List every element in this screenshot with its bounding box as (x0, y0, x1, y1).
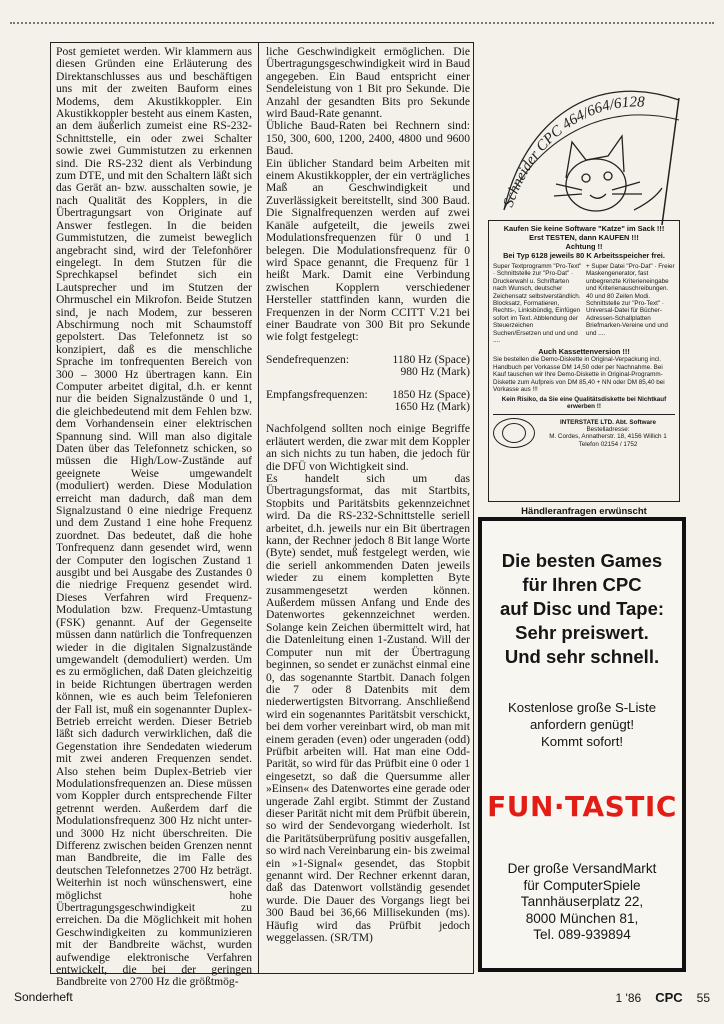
advert-line: Kaufen Sie keine Software "Katze" im Sack !!! (503, 224, 665, 233)
footer-pagination (616, 990, 710, 1005)
address-line: 8000 München 81, (525, 910, 639, 926)
receive-mark: 1650 Hz (Mark) (394, 399, 470, 413)
send-space: 1180 Hz (Space) (392, 352, 470, 366)
advert-line: Bei Typ 6128 jeweils 80 K Arbeitsspeicher frei. (503, 251, 665, 260)
page-number: 55 (696, 991, 710, 1005)
headline-line: für Ihren CPC (522, 574, 642, 595)
send-frequencies (266, 354, 470, 379)
offer-line: Kostenlose große S-Liste (507, 700, 657, 715)
issue-number: 1 '86 (615, 991, 642, 1005)
article-paragraph: Es handelt sich um das Übertragungsformat, das mit Startbits, Stopbits und Paritätsbits gekennzeichnet wird. Da die RS-232-Schnittstelle seriell arbeitet, d.h. jeweils nur ein Bit übertragen kann, der Rechner jedoch 8 Bit lange Worte (Byte) sendet, muß festgelegt werden, wie die seriell ankommenden Daten jeweils wieder zu einem kompletten Byte zusammengesetzt werden können. Außerdem müssen Anfang und Ende des Datenwortes gekennzeichnet werden. Solange kein Zeichen übermittelt wird, hat die Datenleitung einen 1-Zustand. Will der Computer nun mit der Übertragung beginnen, so sendet er zunächst einmal eine 0, das sogenannte Startbit. Danach folgen die 7 oder 8 Datenbits mit dem niederwertigsten Bitvorrang. Anschließend wird ein sogenanntes Paritätsbit verschickt, bei dem vorher vereinbart wird, ob man mit einem geraden (even) oder ungeraden (odd) Prüfbit arbeiten will. Hat man eine Odd-Parität, so wird für das Prüfbit eine 0 oder 1 eingesetzt, so daß die Quersumme aller »Einsen« des Datenwortes eine gerade oder ungerade Zahl ergibt. Stimmt der Zustand dieser Parität nicht mit dem Prüfbit überein, so wird der Sendevorgang wiederholt. Ist die Paritätsüberprüfung positiv ausgefallen, so wird nach Vereinbarung ein- bis zweimal ein »1-Signal« gesendet, das Stopbit genannt wird. Der Rechner erkennt daran, daß das Datenwort vollständig gesendet wurde. Die Dauer des Vorgangs liegt bei 300 Baud bei 36,66 Millisekunden (ms). Häufig wird das Prüfbit jedoch weggelassen. (SR/TM) (266, 472, 470, 945)
article-paragraph: Ein üblicher Standard beim Arbeiten mit einem Akustikkoppler, der ein verträgliches Maß an Geschwindigkeit und Zuverlässigkeit bereitstellt, sind 300 Baud. Die Signalfrequenzen werden auf zwei Kanäle aufgeteilt, die jeweils zwei Modulationsfrequenzen für 0 und 1 belegen. Die Modulationsfrequenz für 0 wird Space genannt, die Frequenz für 1 heißt Mark. Damit eine Verbindung zwischen Kopplern verschiedener Hersteller stattfinden kann, wurden die Frequenzen in der Norm CCITT V.21 bei einer Baudrate von 300 Bit pro Sekunde wie folgt festgelegt: (266, 156, 470, 344)
receive-frequencies (266, 389, 470, 414)
pro-dat-description: + Super Datei "Pro-Dat" · Freier Maskengenerator, fast unbegrenzte Kriterieneingabe und Kriterienauschreibungen. 40 und 80 Zeilen Modi. Schnittstelle zur "Pro-Text" · Universal-Datei für Bücher-Adressen-Schallplatten Briefmarken-Vereine und und und .... (586, 263, 675, 337)
cat-flag-illustration (484, 60, 684, 225)
offer-line: anfordern genügt! (529, 717, 635, 732)
article-paragraph: liche Geschwindigkeit ermöglichen. Die Übertragungsgeschwindigkeit wird in Baud angegeben. Ein Baud entspricht einer Sendeleistung von 1 Bit pro Sekunde. Die Anzahl der gesandten Bits pro Sekunde wird Baud-Rate genannt. (266, 45, 470, 121)
company-name: INTERSTATE LTD. Abt. Software (560, 418, 656, 426)
magazine-name: CPC (655, 990, 683, 1005)
advert-line: Erst TESTEN, dann KAUFEN !!! (529, 233, 639, 242)
company-address: M. Cordes, Annatherstr. 18, 4156 Willich 1 (549, 433, 667, 441)
send-label: Sendefrequenzen: (266, 352, 350, 366)
cassette-note: Auch Kassettenversion !!! (538, 347, 630, 357)
dealer-note: Händleranfragen erwünscht (521, 506, 647, 517)
send-mark: 980 Hz (Mark) (400, 365, 470, 379)
advert-line: Achtung !! (565, 242, 603, 251)
column-separator (258, 42, 259, 974)
globe-logo-icon (493, 418, 535, 448)
advert-offer (482, 699, 682, 750)
company-phone: Telefon 02154 / 1752 (578, 440, 638, 448)
address-line: Tel. 089-939894 (533, 927, 631, 942)
risk-note: Kein Risiko, da Sie eine Qualitätsdiskette bei Nichtkauf erwerben !! (501, 395, 667, 410)
advert-address (482, 861, 682, 944)
address-line: für ComputerSpiele (523, 877, 641, 893)
address-line: Der große VersandMarkt (507, 861, 657, 876)
article-column-2 (266, 46, 470, 970)
headline-line: Und sehr schnell. (504, 646, 660, 667)
banner-text: Schneider CPC 464/664/6128 (500, 94, 645, 210)
headline-line: Die besten Games (501, 550, 663, 571)
demo-note: Sie bestellen die Demo-Diskette in Original-Verpackung incl. Handbuch per Vorkasse DM 14,50 oder per Nachnahme. Bei Kauf tauschen wir Ihre Demo-Diskette in Original-Programm-Diskette zum Aufpreis von DM 85,40 + NN oder DM 85,40 bei Vorkasse aus !!! (493, 356, 665, 394)
software-advert (484, 60, 684, 517)
offer-line: Kommt sofort! (540, 734, 624, 749)
receive-space: 1850 Hz (Space) (392, 387, 470, 401)
headline-line: auf Disc und Tape: (499, 598, 665, 619)
address-line: Tannhäuserplatz 22, (520, 894, 644, 909)
address-label: Bestelladresse: (586, 425, 630, 433)
top-dotted-rule (10, 22, 714, 24)
software-advert-box (488, 220, 680, 502)
pro-text-description: Super Textprogramm "Pro-Text" · Schnittstelle zur "Pro-Dat" · Druckerwahl u. Schriftarten nach Wunsch, deutscher Zeichensatz selbstverständlich. Blocksatz, Formatieren, Rechts-, Linksbündig, Einfügen sofort im Text. Abblendung der Steuerzeichen Suchen/Ersetzen und und und .... (493, 263, 582, 345)
article-paragraph: Post gemietet werden. Wir klammern aus diesen Gründen eine Erläuterung des Direktanschlusses aus und beschäftigen uns mit der zweiten Bauform eines Modems, dem Akustikkoppler. Ein Akustikkoppler besteht aus einem Kasten, an dem äußerlich zumeist eine RS-232-Schnittstelle, ein oder zwei Schalter sowie zwei Gummistutzen zu erkennen sind. Die RS-232 dient als Verbindung zum DTE, und mit den Schaltern läßt sich das Gerät an- bzw. ausschalten sowie, je nach Qualität des Kopplers, in die Übertragungsart von Originate auf Answer festlegen. In die beiden Gummistutzen, die zumeist beweglich angebracht sind, wird der Telefonhörer eingelegt. In dem Stutzen für die Sprechkapsel befindet sich ein Lautsprecher und im Stutzen der Ohrmuschel ein Mikrofon. Beide Stutzen sind, je nach Modem, zur besseren Abschirmung noch mit Schaumstoff gepolstert. Das Telefonnetz ist so konzipiert, daß es die menschliche Sprache im tonfrequenten Bereich von 300 – 3000 Hz übertragen kann. Ein Computer arbeitet digital, d.h. er kennt nur die beiden Signalzustände 0 und 1, die gleichbedeutend mit dem Fehlen bzw. dem Vorhandensein einer elektrischen Spannung sind. Will man also digitale Daten über das Telefonnetz schicken, so müssen die High/Low-Zustände auf geeignete Weise umgewandelt (moduliert) werden. Diese Modulation erreicht man dadurch, daß man dem Signalzustand 0 eine niedrige Frequenz und dem Zustand 1 eine hohe Frequenz zuordnet. Das bedeutet, daß die hohe Tonfrequenz dann gesendet wird, wenn der Computer den logischen Zustand 1 ausgibt und bei Ausgabe des Zustandes 0 die niedrige Frequenz gesendet wird. Dieses Verfahren wird Frequenz-Modulation bzw. Frequenz-Umtastung (FSK) genannt. Auf der Gegenseite müssen dann natürlich die Tonfrequenzen wieder in die digitalen Signalzustände umgewandelt (demoduliert) werden. Um es zu ermöglichen, daß Daten gleichzeitig in beide Richtungen übertragen werden können, wie es auch beim Telefonieren der Fall ist, muß ein sogenannter Duplex-Betrieb erreicht werden. Dieser Betrieb läßt sich dadurch verwirklichen, daß die Gegenstation ihre Sendedaten wiederum mit zwei anderen Frequenzen sendet. Also stehen beim Duplex-Betrieb vier Modulationsfrequenzen an. Diese müssen vom Koppler durch entsprechende Filter getrennt werden. Außerdem darf die Modulationsfrequenz 300 Hz nicht unter- und 3000 Hz nicht überschreiten. Die Differenz zwischen beiden Grenzen nennt man Bandbreite, die im Falle des deutschen Telefonnetzes 2700 Hz beträgt. Weiterhin ist noch wünschenswert, eine möglichst hohe Übertragungsgeschwindigkeit zu erreichen. Da die Möglichkeit mit hohen Geschwindigkeiten zu kommunizieren mit der Bandbreite wächst, wurden aufwendige elektronische Verfahren entwickelt, die bei der geringen Bandbreite von 2700 Hz die größtmög- (56, 45, 252, 989)
article-paragraph: Nachfolgend sollten noch einige Begriffe erläutert werden, die zwar mit dem Koppler an sich nichts zu tun haben, die jedoch für die DFÜ von Wichtigkeit sind. (266, 422, 470, 473)
headline-line: Sehr preiswert. (515, 622, 649, 643)
article-paragraph: Übliche Baud-Raten bei Rechnern sind: 150, 300, 600, 1200, 2400, 4800 und 9600 Baud. (266, 119, 470, 158)
funtastic-logo: FUN·TASTIC (487, 790, 677, 823)
advert-headline (482, 549, 682, 669)
funtastic-advert (478, 517, 686, 972)
svg-text:Schneider CPC 464/664/6128 (501, 94, 646, 209)
receive-label: Empfangsfrequenzen: (266, 387, 368, 401)
article-column-1 (56, 45, 252, 989)
footer-section: Sonderheft (14, 990, 73, 1004)
